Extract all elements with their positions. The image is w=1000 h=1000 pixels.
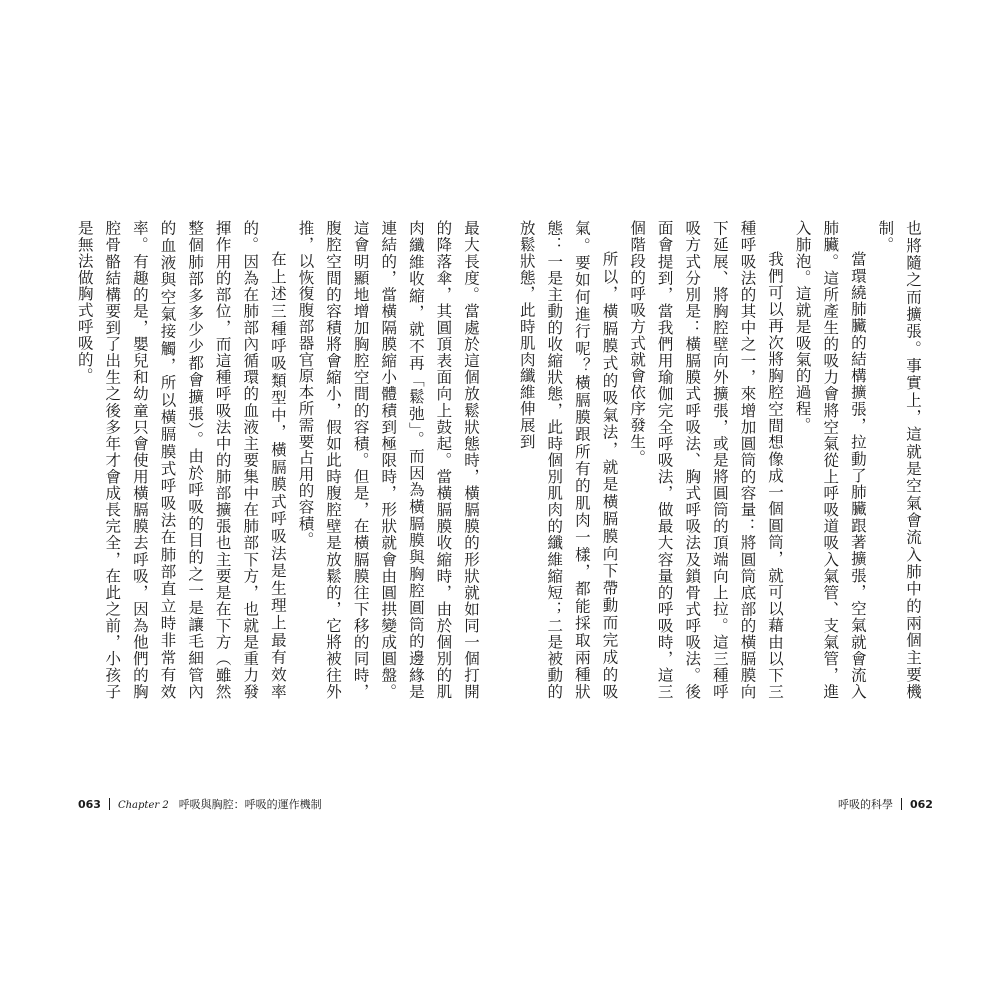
left-page-footer [78, 796, 322, 812]
footer-divider [901, 798, 902, 810]
right-page-body [517, 220, 926, 700]
right-page-paragraph-3: 我們可以再次將胸腔空間想像成一個圓筒，就可以藉由以下三種呼吸法的其中之一，來增加圓筒的容量：將圓筒底部的橫膈膜向下延展、將胸腔壁向外擴張，或是將圓筒的頂端向上拉。這三種呼吸方式分別是：橫膈膜式呼吸法、胸式呼吸法及鎖骨式呼吸法。後面會提到，當我們用瑜伽完全呼吸法，做最大容量的呼吸時，這三個階段的呼吸方式就會依序發生。 [628, 220, 785, 700]
right-page-paragraph-1: 也將隨之而擴張。事實上，這就是空氣會流入肺中的兩個主要機制。 [876, 220, 922, 700]
right-page-paragraph-4: 所以，橫膈膜式的吸氣法，就是橫膈膜向下帶動而完成的吸氣。要如何進行呢？橫膈膜跟所有的肌肉一樣，都能採取兩種狀態：一是主動的收縮狀態，此時個別肌肉的纖維縮短；二是被動的放鬆狀態，此時肌肉纖維伸展到 [517, 220, 619, 700]
right-page-footer [838, 796, 933, 812]
chapter-label: Chapter 2 [117, 800, 169, 811]
left-page-body [75, 220, 484, 700]
book-title: 呼吸的科學 [838, 798, 893, 811]
chapter-title: 呼吸與胸腔：呼吸的運作機制 [178, 798, 322, 811]
left-page-paragraph-2: 在上述三種呼吸類型中，橫膈膜式呼吸法是生理上最有效率的。因為在肺部內循環的血液主要集中在肺部下方，也就是重力發揮作用的部位，而這種呼吸法中的肺部擴張也主要是在下方（雖然整個肺部多多少少都會擴張）。由於呼吸的目的之一是讓毛細管內的血液與空氣接觸，所以橫膈膜式呼吸法在肺部直立時非常有效率。有趣的是，嬰兒和幼童只會使用橫膈膜去呼吸，因為他們的胸腔骨骼結構要到了出生之後多年才會成長完全，在此之前，小孩子是無法做胸式呼吸的。 [75, 220, 287, 700]
left-page-number: 063 [78, 798, 101, 811]
left-page-paragraph-1: 最大長度。當處於這個放鬆狀態時，橫膈膜的形狀就如同一個打開的降落傘，其圓頂表面向上鼓起。當橫膈膜收縮時，由於個別的肌肉纖維收縮，就不再「鬆弛」。而因為橫膈膜與胸腔圓筒的邊緣是連結的，當橫隔膜縮小體積到極限時，形狀就會由圓拱變成圓盤。這會明顯地增加胸腔空間的容積。但是，在橫膈膜往下移的同時，腹腔空間的容積將會縮小，假如此時腹腔壁是放鬆的，它將被往外推，以恢復腹部器官原本所需要占用的容積。 [296, 220, 480, 700]
footer-divider [109, 798, 110, 810]
right-page-number: 062 [910, 798, 933, 811]
right-page-paragraph-2: 當環繞肺臟的結構擴張，拉動了肺臟跟著擴張，空氣就會流入肺臟。這所產生的吸力會將空氣從上呼吸道吸入氣管、支氣管，進入肺泡。這就是吸氣的過程。 [793, 220, 867, 700]
